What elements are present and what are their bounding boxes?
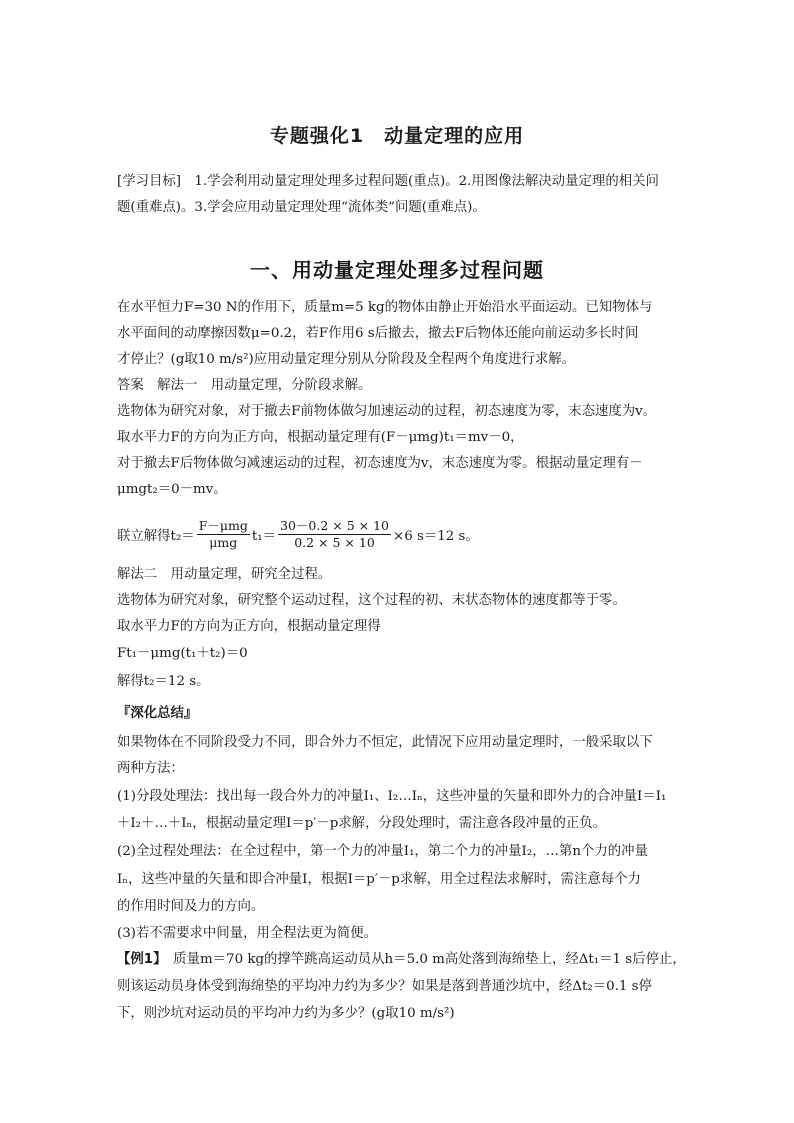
learning-goals-line-1: [学习目标] 1.学会利用动量定理处理多过程问题(重点)。2.用图像法解决动量定理的相关问 — [117, 174, 659, 189]
solution-prefix: 联立解得t₂＝ — [117, 529, 195, 544]
problem-line-2: 水平面间的动摩擦因数μ=0.2，若F作用6 s后撤去，撤去F后物体还能向前运动多长时间 — [117, 326, 639, 341]
example-1-line-2: 则该运动员身体受到海绵垫的平均冲力约为多少？如果是落到普通沙坑中，经Δt₂＝0.1 s停 — [117, 979, 652, 994]
answer-heading — [117, 377, 371, 395]
answer-line-3: 对于撤去F后物体做匀减速运动的过程，初态速度为v，末态速度为零。根据动量定理有－ — [117, 456, 643, 471]
method-1-title: 解法一 用动量定理，分阶段求解。 — [143, 378, 372, 393]
summary-line-2: 两种方法： — [117, 761, 184, 776]
fraction-numeric-denominator: 0.2 × 5 × 10 — [294, 535, 375, 550]
example-1-label: 【例1】 — [117, 952, 160, 967]
method-2-line-4: 解得t₂＝12 s。 — [117, 674, 210, 689]
section-title: 一、用动量定理处理多过程问题 — [250, 258, 544, 282]
summary-line-4: ＋I₂＋…＋Iₙ，根据动量定理I＝p′－p求解，分段处理时，需注意各段冲量的正负。 — [117, 816, 607, 831]
problem-line-3: 才停止？(g取10 m/s²)应用动量定理分别从分阶段及全程两个角度进行求解。 — [117, 352, 576, 367]
fraction-numeric — [278, 518, 391, 551]
method-2-line-3: Ft₁－μmg(t₁＋t₂)＝0 — [117, 646, 248, 661]
solution-suffix: ×6 s＝12 s。 — [393, 529, 479, 544]
answer-line-2: 取水平力F的方向为正方向，根据动量定理有(F－μmg)t₁＝mv－0， — [117, 430, 524, 445]
answer-line-1: 选物体为研究对象，对于撤去F前物体做匀加速运动的过程，初态速度为零，末态速度为v。 — [117, 404, 657, 419]
fraction-symbolic-denominator: μmg — [209, 535, 238, 550]
example-1-line-1 — [117, 951, 686, 969]
problem-line-1: 在水平恒力F=30 N的作用下，质量m=5 kg的物体由静止开始沿水平面运动。已知物体与 — [117, 300, 653, 315]
summary-line-3: (1)分段处理法：找出每一段合外力的冲量I₁、I₂…Iₙ，这些冲量的矢量和即外力的合冲量I＝I₁ — [117, 789, 667, 804]
method-2-line-1: 选物体为研究对象，研究整个运动过程，这个过程的初、末状态物体的速度都等于零。 — [117, 593, 626, 608]
example-1-line-3: 下，则沙坑对运动员的平均冲力约为多少？(g取10 m/s²) — [117, 1006, 455, 1021]
fraction-numeric-numerator: 30－0.2 × 5 × 10 — [280, 518, 389, 533]
solution-mid: t₁＝ — [251, 529, 276, 544]
summary-line-8: (3)若不需要求中间量，用全程法更为简便。 — [117, 926, 377, 941]
fraction-symbolic — [197, 518, 250, 551]
page-title: 专题强化1 动量定理的应用 — [269, 125, 525, 147]
example-1-text-1: 质量m＝70 kg的撑竿跳高运动员从h＝5.0 m高处落到海绵垫上，经Δt₁＝1 s后停止， — [159, 952, 686, 967]
summary-line-7: 的作用时间及力的方向。 — [117, 899, 265, 914]
method-2-line-2: 取水平力F的方向为正方向，根据动量定理得 — [117, 619, 381, 634]
summary-line-5: (2)全过程处理法：在全过程中，第一个力的冲量I₁，第二个力的冲量I₂，…第n个力的冲量 — [117, 844, 648, 859]
answer-label: 答案 — [117, 378, 144, 393]
method-2-title: 解法二 用动量定理，研究全过程。 — [117, 567, 332, 582]
summary-heading: 『深化总结』 — [117, 706, 198, 721]
answer-line-4: μmgt₂＝0－mv。 — [117, 482, 227, 497]
summary-line-6: Iₙ，这些冲量的矢量和即合冲量I，根据I＝p′－p求解，用全过程法求解时，需注意每个力 — [117, 872, 641, 887]
fraction-symbolic-numerator: F－μmg — [198, 518, 248, 533]
learning-goals-line-2: 题(重难点)。3.学会应用动量定理处理“流体类”问题(重难点)。 — [117, 200, 486, 215]
summary-line-1: 如果物体在不同阶段受力不同，即合外力不恒定，此情况下应用动量定理时，一般采取以下 — [117, 735, 653, 750]
solution-equation — [117, 518, 479, 551]
